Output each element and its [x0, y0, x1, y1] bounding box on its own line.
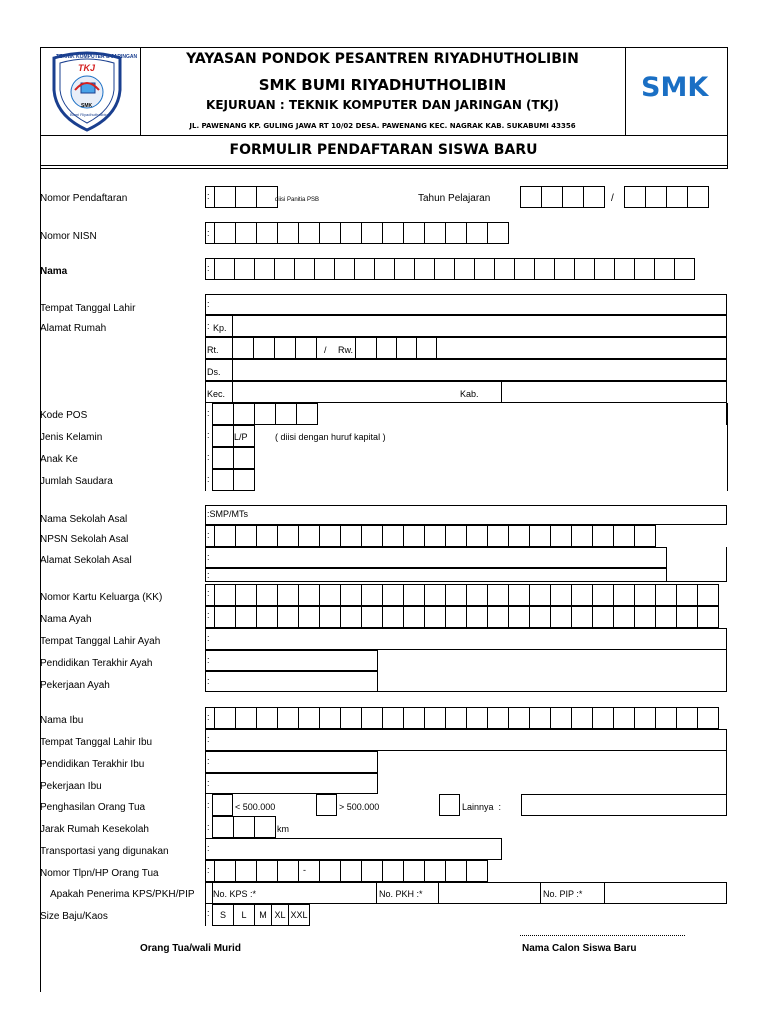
colon: : [207, 588, 210, 598]
colon: : [207, 843, 210, 853]
input-nama-sekolah[interactable] [205, 505, 727, 525]
size-option-xxl[interactable]: XXL [288, 904, 310, 926]
colon: : [207, 865, 210, 875]
label-jumlah-saudara: Jumlah Saudara [40, 476, 113, 487]
size-option-l[interactable]: L [233, 904, 255, 926]
label-nama-ayah: Nama Ayah [40, 614, 92, 625]
diisi-panitia-note: diisi Panitia PSB [275, 197, 320, 203]
frame-top [40, 47, 727, 48]
signature-parent: Orang Tua/wali Murid [140, 943, 241, 954]
input-alamat-sekolah-2[interactable] [205, 568, 667, 582]
km-label: km [277, 824, 289, 834]
label-nomor-pendaftaran: Nomor Pendaftaran [40, 193, 128, 204]
label-size: Size Baju/Kaos [40, 911, 108, 922]
colon: : [207, 191, 210, 201]
colon: : [207, 430, 210, 440]
kps-label: No. KPS :* [213, 889, 257, 899]
colon: : [207, 299, 210, 309]
label-jenis-kelamin: Jenis Kelamin [40, 432, 103, 443]
right-logo-text: SMK [641, 72, 709, 103]
colon: : [207, 452, 210, 462]
colon: : [207, 263, 210, 273]
form-title: FORMULIR PENDAFTARAN SISWA BARU [229, 142, 538, 158]
major-name: KEJURUAN : TEKNIK KOMPUTER DAN JARINGAN (TKJ) [206, 98, 559, 112]
size-option-xl[interactable]: XL [271, 904, 289, 926]
colon: : [207, 756, 210, 766]
label-kk: Nomor Kartu Keluarga (KK) [40, 592, 163, 603]
size-option-s[interactable]: S [212, 904, 234, 926]
colon: : [207, 908, 210, 918]
label-nama-ibu: Nama Ibu [40, 715, 84, 726]
input-alamat-sekolah-1[interactable] [205, 547, 667, 568]
colon: : [207, 552, 210, 562]
input-nama[interactable] [205, 258, 695, 280]
pip-label: No. PIP :* [543, 889, 583, 899]
pip-divider [604, 882, 605, 904]
lp-note: ( diisi dengan huruf kapital ) [275, 432, 386, 442]
section-left-border [205, 403, 206, 491]
label-pekerjaan-ibu: Pekerjaan Ibu [40, 781, 102, 792]
colon: : [207, 676, 210, 686]
input-no-pkh[interactable] [438, 882, 541, 904]
header-bottom-line [40, 135, 727, 136]
pkh-label: No. PKH :* [379, 889, 423, 899]
signature-dotted-line [520, 935, 685, 936]
label-pekerjaan-ayah: Pekerjaan Ayah [40, 680, 110, 691]
smp-label: SMP/MTs [209, 509, 249, 519]
input-tahun-pelajaran-end[interactable] [624, 186, 709, 208]
lainnya-label [462, 802, 501, 812]
label-nisn: Nomor NISN [40, 231, 97, 242]
colon: : [207, 712, 210, 722]
checkbox-lt500[interactable] [212, 794, 233, 816]
school-address: JL. PAWENANG KP. GULING JAWA RT 10/02 DESA. PAWENANG KEC. NAGRAK KAB. SUKABUMI 43356 [189, 122, 576, 130]
label-ttl-ibu: Tempat Tanggal Lahir Ibu [40, 737, 153, 748]
kab-label: Kab. [460, 389, 479, 399]
input-rt[interactable] [232, 337, 317, 359]
label-alamat-sekolah: Alamat Sekolah Asal [40, 555, 132, 566]
rt-rw-slash: / [324, 345, 327, 355]
input-lainnya[interactable] [521, 794, 727, 816]
kp-label: Kp. [213, 323, 227, 333]
alamat-sekolah-right-block [666, 547, 727, 582]
label-kode-pos: Kode POS [40, 410, 88, 421]
label-ttl: Tempat Tanggal Lahir [40, 303, 136, 314]
input-npsn[interactable] [205, 525, 656, 547]
smp-prefix [207, 509, 248, 519]
input-pendidikan-ibu[interactable] [205, 751, 378, 773]
input-telp[interactable] [205, 860, 488, 882]
label-ttl-ayah: Tempat Tanggal Lahir Ayah [40, 636, 161, 647]
lt500-label: < 500.000 [235, 802, 276, 812]
label-telp: Nomor Tlpn/HP Orang Tua [40, 868, 159, 879]
colon: : [207, 530, 210, 540]
school-name: SMK BUMI RIYADHUTHOLIBIN [258, 76, 507, 94]
label-anak-ke: Anak Ke [40, 454, 78, 465]
logo-label-text: SMK [81, 103, 93, 109]
colon: : [207, 655, 210, 665]
colon: : [207, 509, 210, 519]
label-alamat: Alamat Rumah [40, 323, 107, 334]
rw-label: Rw. [338, 345, 354, 355]
colon: : [207, 610, 210, 620]
input-ttl-ayah[interactable] [205, 628, 727, 650]
kec-label: Kec. [207, 389, 226, 399]
input-nama-ibu[interactable] [205, 707, 719, 729]
input-jumlah-saudara[interactable] [212, 469, 255, 491]
colon: : [207, 474, 210, 484]
kab-divider [501, 381, 502, 403]
logo-bottom-text: Bumi Riyadhutholibin [70, 112, 108, 117]
title-bottom-line-2 [40, 168, 727, 169]
label-kps: Apakah Penerima KPS/PKH/PIP [50, 889, 195, 900]
size-left-border [205, 904, 206, 926]
label-nama-sekolah: Nama Sekolah Asal [40, 514, 128, 525]
colon: : [207, 633, 210, 643]
gt500-label: > 500.000 [339, 802, 380, 812]
input-ttl-ibu[interactable] [205, 729, 727, 751]
input-no-kps[interactable] [268, 882, 377, 904]
input-ttl[interactable] [205, 294, 727, 315]
input-tahun-pelajaran-start[interactable] [520, 186, 605, 208]
ibu-right-block [377, 751, 727, 794]
label-penghasilan: Penghasilan Orang Tua [40, 802, 146, 813]
kps-divider [212, 882, 213, 904]
input-kp[interactable] [205, 315, 727, 337]
label-nama: Nama [40, 266, 68, 277]
year-separator: / [611, 193, 614, 204]
kec-divider [232, 381, 233, 403]
input-kode-pos[interactable] [212, 403, 318, 425]
title-bottom-line-1 [40, 165, 727, 166]
input-nama-ayah[interactable] [205, 606, 719, 628]
label-pendidikan-ibu: Pendidikan Terakhir Ibu [40, 759, 145, 770]
checkbox-lainnya[interactable] [439, 794, 460, 816]
input-pekerjaan-ayah[interactable] [205, 671, 378, 692]
label-npsn: NPSN Sekolah Asal [40, 534, 129, 545]
input-transportasi[interactable] [205, 838, 502, 860]
colon: : [207, 822, 210, 832]
kp-divider [232, 315, 233, 337]
colon: : [207, 321, 210, 331]
input-rw[interactable] [355, 337, 437, 359]
colon: : [207, 778, 210, 788]
header-divider-right [625, 47, 626, 135]
input-anak-ke[interactable] [212, 447, 255, 469]
label-pendidikan-ayah: Pendidikan Terakhir Ayah [40, 658, 153, 669]
checkbox-gt500[interactable] [316, 794, 337, 816]
size-options [212, 904, 310, 926]
ds-label: Ds. [207, 367, 221, 377]
lp-label: L/P [234, 432, 248, 442]
input-ds[interactable] [205, 359, 727, 381]
colon: : [207, 408, 210, 418]
ayah-right-block [377, 650, 727, 692]
logo-center-text: TKJ [78, 63, 96, 73]
school-logo [48, 50, 138, 132]
left-section-border [205, 794, 206, 838]
colon: : [207, 800, 210, 810]
colon: : [498, 802, 502, 812]
colon: : [207, 734, 210, 744]
input-nomor-pendaftaran[interactable] [205, 186, 278, 208]
label-tahun-pelajaran: Tahun Pelajaran [418, 193, 491, 204]
label-transportasi: Transportasi yang digunakan [40, 846, 169, 857]
section-right-border [727, 403, 728, 491]
signature-student: Nama Calon Siswa Baru [522, 943, 637, 954]
input-nisn[interactable] [205, 222, 509, 244]
input-jarak[interactable] [212, 816, 276, 838]
foundation-name: YAYASAN PONDOK PESANTREN RIYADHUTHOLIBIN [186, 51, 579, 67]
input-pekerjaan-ibu[interactable] [205, 773, 378, 794]
size-option-m[interactable]: M [254, 904, 272, 926]
label-jarak: Jarak Rumah Kesekolah [40, 824, 149, 835]
telp-dash: - [303, 865, 306, 875]
frame-right [727, 47, 728, 169]
colon: : [207, 570, 210, 580]
colon: : [207, 228, 210, 238]
rt-label: Rt. [207, 345, 219, 355]
input-kk[interactable] [205, 584, 719, 606]
ds-divider [232, 359, 233, 381]
lainnya-text: Lainnya [462, 802, 494, 812]
input-pendidikan-ayah[interactable] [205, 650, 378, 671]
logo-ring-text: TEKNIK KOMPUTER & JARINGAN [56, 54, 138, 60]
